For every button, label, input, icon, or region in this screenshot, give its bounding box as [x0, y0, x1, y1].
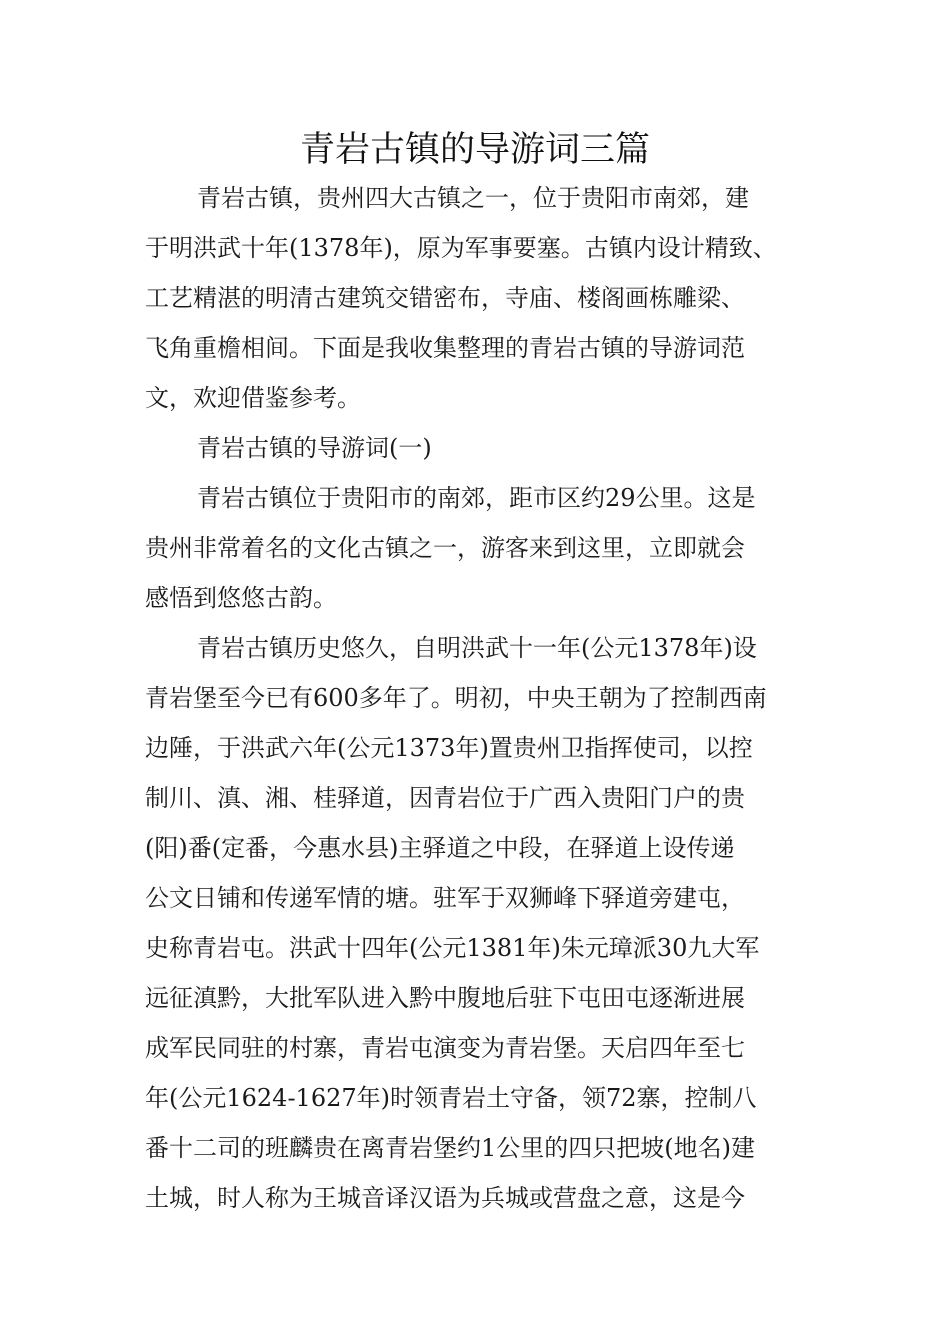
intro-line-4: 飞角重檐相间。下面是我收集整理的青岩古镇的导游词范 — [145, 334, 745, 362]
section-heading: 青岩古镇的导游词(一) — [197, 434, 432, 462]
para2-line-10: 年(公元1624-1627年)时领青岩土守备，领72寨，控制八 — [145, 1084, 757, 1112]
para2-line-8: 远征滇黔，大批军队进入黔中腹地后驻下屯田屯逐渐进展 — [145, 984, 745, 1012]
para2-line-7: 史称青岩屯。洪武十四年(公元1381年)朱元璋派30九大军 — [145, 934, 760, 962]
para2-line-2: 青岩堡至今已有600多年了。明初，中央王朝为了控制西南 — [145, 684, 767, 712]
para2-line-12: 土城，时人称为王城音译汉语为兵城或营盘之意，这是今 — [145, 1184, 745, 1212]
para2-line-1: 青岩古镇历史悠久，自明洪武十一年(公元1378年)设 — [197, 634, 757, 662]
intro-line-2: 于明洪武十年(1378年)，原为军事要塞。古镇内设计精致、 — [145, 234, 777, 262]
para1-line-3: 感悟到悠悠古韵。 — [145, 584, 337, 612]
para2-line-4: 制川、滇、湘、桂驿道，因青岩位于广西入贵阳门户的贵 — [145, 784, 745, 812]
para1-line-2: 贵州非常着名的文化古镇之一，游客来到这里，立即就会 — [145, 534, 745, 562]
para2-line-3: 边陲，于洪武六年(公元1373年)置贵州卫指挥使司，以控 — [145, 734, 753, 762]
para1-line-1: 青岩古镇位于贵阳市的南郊，距市区约29公里。这是 — [197, 484, 756, 512]
para2-line-5: (阳)番(定番，今惠水县)主驿道之中段，在驿道上设传递 — [145, 834, 735, 862]
intro-line-5: 文，欢迎借鉴参考。 — [145, 384, 361, 412]
intro-line-1: 青岩古镇，贵州四大古镇之一，位于贵阳市南郊，建 — [197, 184, 749, 212]
para2-line-11: 番十二司的班麟贵在离青岩堡约1公里的四只把坡(地名)建 — [145, 1134, 755, 1162]
para2-line-9: 成军民同驻的村寨，青岩屯演变为青岩堡。天启四年至七 — [145, 1034, 745, 1062]
para2-line-6: 公文日铺和传递军情的塘。驻军于双狮峰下驿道旁建屯， — [145, 884, 745, 912]
intro-line-3: 工艺精湛的明清古建筑交错密布，寺庙、楼阁画栋雕梁、 — [145, 284, 745, 312]
document-title: 青岩古镇的导游词三篇 — [299, 130, 650, 170]
